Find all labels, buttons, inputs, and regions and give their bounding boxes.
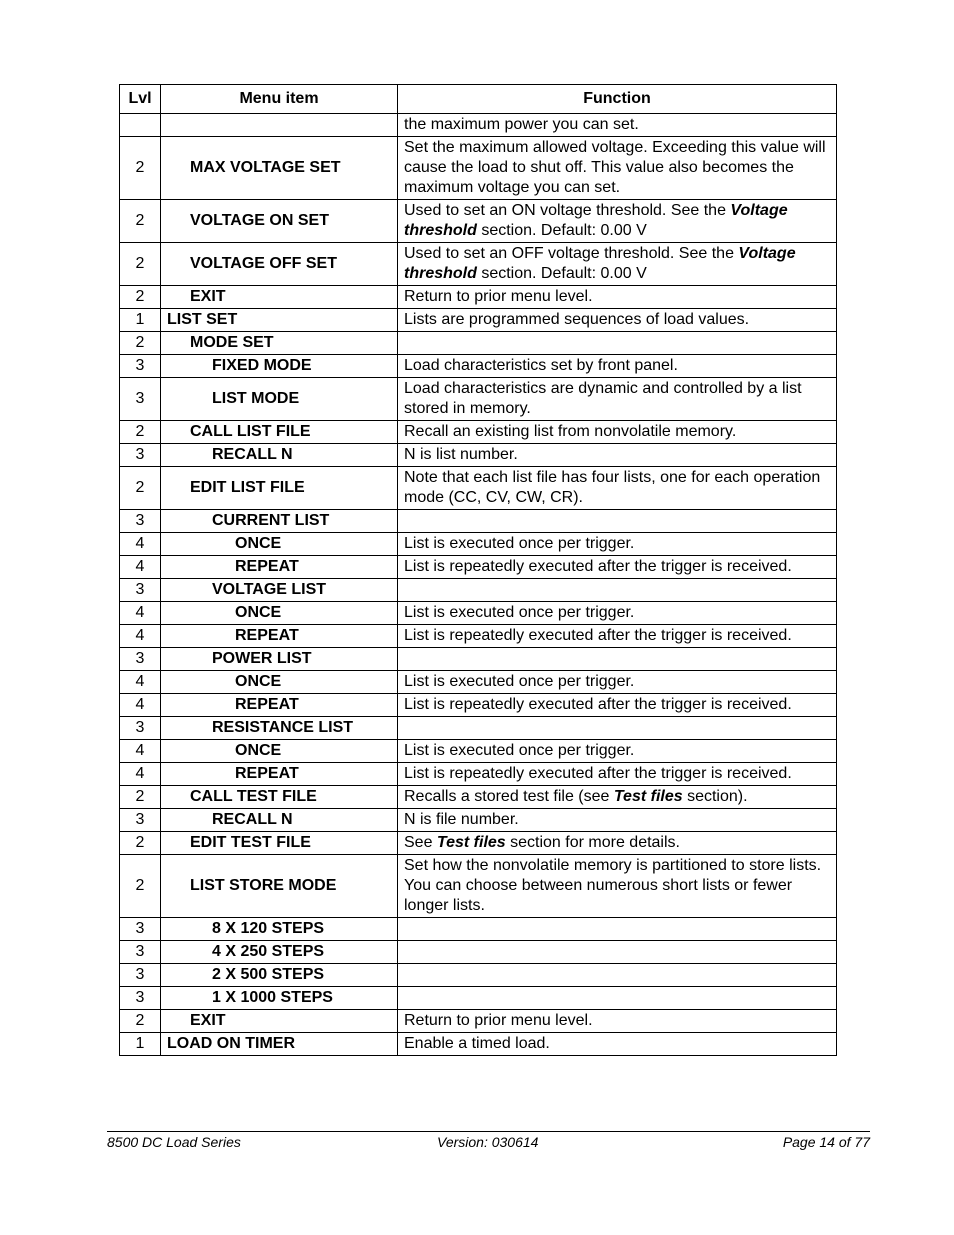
header-lvl: Lvl <box>120 85 161 114</box>
function-text: Used to set an ON voltage threshold. See the <box>404 202 731 219</box>
row-menu-item: MODE SET <box>161 332 398 355</box>
table-row <box>120 533 837 556</box>
row-function <box>398 763 837 786</box>
row-function <box>398 467 837 510</box>
row-menu-item: REPEAT <box>161 556 398 579</box>
function-text: List is executed once per trigger. <box>404 535 635 552</box>
table-row <box>120 694 837 717</box>
row-level: 3 <box>120 355 161 378</box>
table-row <box>120 355 837 378</box>
row-function <box>398 200 837 243</box>
row-function <box>398 114 837 137</box>
row-level: 3 <box>120 579 161 602</box>
row-menu-item: EDIT LIST FILE <box>161 467 398 510</box>
function-text: Recalls a stored test file (see <box>404 788 614 805</box>
table-row <box>120 378 837 421</box>
function-text: Set how the nonvolatile memory is partitioned to store lists. You can choose between numerous short lists or fewer longer lists. <box>404 857 822 914</box>
row-function <box>398 1010 837 1033</box>
row-function <box>398 740 837 763</box>
row-function <box>398 809 837 832</box>
row-function <box>398 533 837 556</box>
row-menu-item: ONCE <box>161 740 398 763</box>
row-level: 4 <box>120 625 161 648</box>
table-row <box>120 1033 837 1056</box>
table-row <box>120 809 837 832</box>
table-row <box>120 332 837 355</box>
row-menu-item: ONCE <box>161 671 398 694</box>
row-function <box>398 243 837 286</box>
table-row <box>120 421 837 444</box>
row-function <box>398 671 837 694</box>
table-row <box>120 918 837 941</box>
row-level: 2 <box>120 137 161 200</box>
row-level: 4 <box>120 671 161 694</box>
function-text: List is executed once per trigger. <box>404 604 635 621</box>
function-text: List is executed once per trigger. <box>404 742 635 759</box>
row-function <box>398 556 837 579</box>
header-function: Function <box>398 85 837 114</box>
row-function <box>398 941 837 964</box>
row-function <box>398 137 837 200</box>
row-function <box>398 832 837 855</box>
row-menu-item: REPEAT <box>161 625 398 648</box>
function-text: List is repeatedly executed after the trigger is received. <box>404 696 792 713</box>
header-row <box>120 85 837 114</box>
function-text: N is list number. <box>404 446 518 463</box>
row-menu-item: POWER LIST <box>161 648 398 671</box>
table-row <box>120 556 837 579</box>
row-level: 3 <box>120 648 161 671</box>
row-menu-item: EDIT TEST FILE <box>161 832 398 855</box>
row-level: 4 <box>120 602 161 625</box>
table-row <box>120 286 837 309</box>
row-menu-item: REPEAT <box>161 694 398 717</box>
row-menu-item: 8 X 120 STEPS <box>161 918 398 941</box>
row-menu-item: RECALL N <box>161 809 398 832</box>
function-text: the maximum power you can set. <box>404 116 639 133</box>
table-row <box>120 625 837 648</box>
row-function <box>398 355 837 378</box>
function-text: N is file number. <box>404 811 519 828</box>
footer-page-number: Page 14 of 77 <box>782 1134 870 1150</box>
table-body <box>120 114 837 1056</box>
function-text: List is repeatedly executed after the trigger is received. <box>404 765 792 782</box>
row-menu-item: LOAD ON TIMER <box>161 1033 398 1056</box>
row-level: 3 <box>120 809 161 832</box>
row-level: 3 <box>120 717 161 740</box>
row-function <box>398 918 837 941</box>
row-function <box>398 421 837 444</box>
table-row <box>120 763 837 786</box>
row-function <box>398 786 837 809</box>
row-menu-item: VOLTAGE OFF SET <box>161 243 398 286</box>
row-level: 3 <box>120 510 161 533</box>
function-text: Enable a timed load. <box>404 1035 550 1052</box>
function-text: Return to prior menu level. <box>404 1012 593 1029</box>
header-menu-item: Menu item <box>161 85 398 114</box>
row-function <box>398 987 837 1010</box>
row-level <box>120 114 161 137</box>
row-level: 3 <box>120 964 161 987</box>
section-reference: Voltage threshold <box>404 202 788 239</box>
row-function <box>398 332 837 355</box>
table-row <box>120 987 837 1010</box>
row-function <box>398 286 837 309</box>
row-menu-item: CURRENT LIST <box>161 510 398 533</box>
table-row <box>120 1010 837 1033</box>
row-function <box>398 444 837 467</box>
row-level: 2 <box>120 855 161 918</box>
row-level: 3 <box>120 941 161 964</box>
row-menu-item: FIXED MODE <box>161 355 398 378</box>
row-menu-item: EXIT <box>161 1010 398 1033</box>
row-menu-item: RECALL N <box>161 444 398 467</box>
row-level: 1 <box>120 309 161 332</box>
table-row <box>120 855 837 918</box>
function-text: section. Default: 0.00 V <box>476 222 647 239</box>
row-menu-item: REPEAT <box>161 763 398 786</box>
function-text: Used to set an OFF voltage threshold. See the <box>404 245 739 262</box>
row-menu-item: ONCE <box>161 602 398 625</box>
function-text: section). <box>682 788 748 805</box>
row-level: 4 <box>120 556 161 579</box>
function-text: List is repeatedly executed after the trigger is received. <box>404 627 792 644</box>
table-row <box>120 510 837 533</box>
row-function <box>398 964 837 987</box>
table-row <box>120 648 837 671</box>
function-text: Load characteristics set by front panel. <box>404 357 678 374</box>
row-level: 2 <box>120 1010 161 1033</box>
table-row <box>120 717 837 740</box>
row-menu-item: VOLTAGE ON SET <box>161 200 398 243</box>
function-text: Note that each list file has four lists, one for each operation mode (CC, CV, CW, CR). <box>404 469 821 506</box>
row-level: 2 <box>120 786 161 809</box>
row-level: 2 <box>120 286 161 309</box>
row-menu-item: LIST MODE <box>161 378 398 421</box>
row-level: 3 <box>120 444 161 467</box>
row-level: 3 <box>120 987 161 1010</box>
row-function <box>398 378 837 421</box>
row-menu-item: VOLTAGE LIST <box>161 579 398 602</box>
function-text: Set the maximum allowed voltage. Exceeding this value will cause the load to shut off. This value also becomes the maximum voltage you can set. <box>404 139 826 196</box>
section-reference: Test files <box>613 788 683 805</box>
row-level: 2 <box>120 332 161 355</box>
row-menu-item: RESISTANCE LIST <box>161 717 398 740</box>
row-function <box>398 694 837 717</box>
row-function <box>398 855 837 918</box>
row-menu-item: 2 X 500 STEPS <box>161 964 398 987</box>
page-footer <box>107 1131 870 1154</box>
row-menu-item: LIST SET <box>161 309 398 332</box>
row-function <box>398 717 837 740</box>
row-menu-item: CALL TEST FILE <box>161 786 398 809</box>
table-row <box>120 941 837 964</box>
table-row <box>120 964 837 987</box>
section-reference: Voltage threshold <box>404 245 796 282</box>
table-row <box>120 671 837 694</box>
row-menu-item: CALL LIST FILE <box>161 421 398 444</box>
footer-version: Version: 030614 <box>437 1134 539 1150</box>
table-row <box>120 602 837 625</box>
function-text: Return to prior menu level. <box>404 288 593 305</box>
menu-table <box>119 84 837 1056</box>
row-menu-item: ONCE <box>161 533 398 556</box>
function-text: List is repeatedly executed after the trigger is received. <box>404 558 792 575</box>
function-text: Recall an existing list from nonvolatile memory. <box>404 423 737 440</box>
table-row <box>120 740 837 763</box>
table-row <box>120 137 837 200</box>
row-function <box>398 1033 837 1056</box>
table-row <box>120 579 837 602</box>
function-text: Lists are programmed sequences of load values. <box>404 311 750 328</box>
row-level: 2 <box>120 467 161 510</box>
row-function <box>398 625 837 648</box>
row-level: 1 <box>120 1033 161 1056</box>
function-text: section. Default: 0.00 V <box>476 265 647 282</box>
row-menu-item <box>161 114 398 137</box>
table-row <box>120 114 837 137</box>
table-row <box>120 444 837 467</box>
function-text: Load characteristics are dynamic and controlled by a list stored in memory. <box>404 380 802 417</box>
table-row <box>120 832 837 855</box>
row-level: 2 <box>120 421 161 444</box>
row-function <box>398 602 837 625</box>
footer-product: 8500 DC Load Series <box>107 1134 241 1150</box>
row-level: 2 <box>120 832 161 855</box>
row-menu-item: 1 X 1000 STEPS <box>161 987 398 1010</box>
row-function <box>398 579 837 602</box>
table-row <box>120 309 837 332</box>
table-row <box>120 243 837 286</box>
row-level: 2 <box>120 200 161 243</box>
row-function <box>398 510 837 533</box>
row-level: 2 <box>120 243 161 286</box>
row-level: 4 <box>120 533 161 556</box>
section-reference: Test files <box>436 834 506 851</box>
row-level: 4 <box>120 763 161 786</box>
table-row <box>120 786 837 809</box>
row-menu-item: 4 X 250 STEPS <box>161 941 398 964</box>
row-menu-item: EXIT <box>161 286 398 309</box>
function-text: section for more details. <box>505 834 680 851</box>
row-function <box>398 648 837 671</box>
row-level: 4 <box>120 694 161 717</box>
row-level: 3 <box>120 918 161 941</box>
row-level: 3 <box>120 378 161 421</box>
row-menu-item: MAX VOLTAGE SET <box>161 137 398 200</box>
row-level: 4 <box>120 740 161 763</box>
function-text: See <box>404 834 437 851</box>
table-row <box>120 200 837 243</box>
row-menu-item: LIST STORE MODE <box>161 855 398 918</box>
function-text: List is executed once per trigger. <box>404 673 635 690</box>
table-row <box>120 467 837 510</box>
row-function <box>398 309 837 332</box>
